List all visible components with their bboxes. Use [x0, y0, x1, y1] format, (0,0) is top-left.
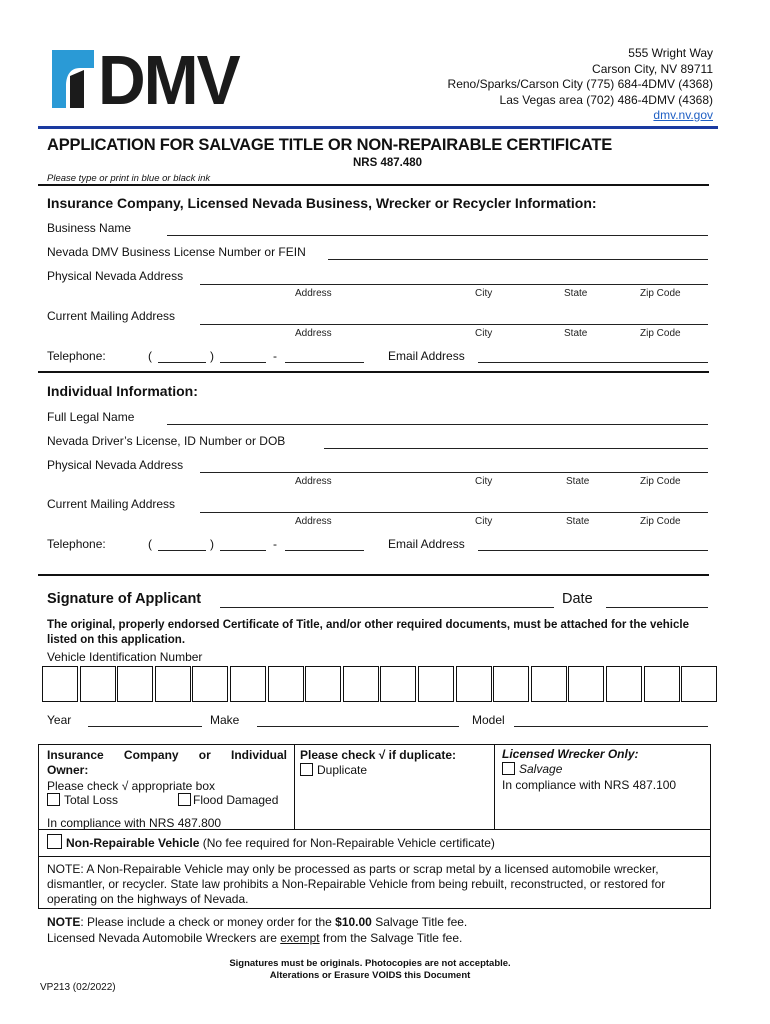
state-sublabel: State [566, 516, 590, 527]
flood-damaged-checkbox[interactable] [178, 793, 191, 806]
dmv-logo [50, 41, 239, 119]
city-sublabel: City [475, 476, 493, 487]
business-telephone-label: Telephone: [47, 349, 106, 363]
options-divider-2 [494, 744, 495, 829]
wrecker-box-title: Licensed Wrecker Only: [502, 747, 639, 761]
signature-originals-notice: Signatures must be originals. Photocopies are not acceptable. [229, 958, 511, 969]
individual-area-code-field[interactable] [158, 550, 206, 551]
address-sublabel: Address [295, 476, 332, 487]
vin-cell[interactable] [192, 666, 228, 702]
vin-cell[interactable] [681, 666, 717, 702]
salvage-checkbox[interactable] [502, 762, 515, 775]
vin-cell[interactable] [380, 666, 416, 702]
signature-label: Signature of Applicant [47, 591, 202, 607]
salvage-label: Salvage [519, 762, 563, 776]
header-rule [38, 126, 718, 129]
address-line-2: Carson City, NV 89711 [592, 61, 713, 76]
state-sublabel: State [564, 328, 588, 339]
business-email-field[interactable] [478, 362, 708, 363]
vin-label: Vehicle Identification Number [47, 650, 203, 664]
business-area-code-field[interactable] [158, 362, 206, 363]
individual-physical-address-field[interactable] [200, 472, 708, 473]
state-sublabel: State [564, 288, 588, 299]
owner-compliance: In compliance with NRS 487.800 [47, 816, 222, 830]
vin-cell[interactable] [268, 666, 304, 702]
license-number-label: Nevada DMV Business License Number or FEIN [47, 245, 306, 259]
zip-sublabel: Zip Code [640, 288, 681, 299]
dl-number-field[interactable] [324, 448, 708, 449]
make-field[interactable] [257, 726, 459, 727]
city-sublabel: City [475, 516, 493, 527]
signature-field[interactable] [220, 607, 554, 608]
phone-open-paren: ( [148, 537, 152, 551]
business-phone-prefix-field[interactable] [220, 362, 266, 363]
vin-cell[interactable] [418, 666, 454, 702]
individual-email-field[interactable] [478, 550, 708, 551]
duplicate-option[interactable] [300, 763, 367, 777]
dmv-contact-block [448, 46, 713, 124]
model-field[interactable] [514, 726, 708, 727]
salvage-option[interactable] [502, 762, 562, 776]
address-sublabel: Address [295, 328, 332, 339]
vin-cell[interactable] [80, 666, 116, 702]
individual-phone-number-field[interactable] [285, 550, 364, 551]
form-number: VP213 (02/2022) [40, 982, 116, 993]
date-field[interactable] [606, 607, 708, 608]
zip-sublabel: Zip Code [640, 516, 681, 527]
business-name-field[interactable] [167, 235, 708, 236]
wrecker-exempt-text-b: from the Salvage Title fee. [319, 931, 463, 945]
section-divider [38, 574, 709, 576]
zip-sublabel: Zip Code [640, 476, 681, 487]
form-title: APPLICATION FOR SALVAGE TITLE OR NON-REPAIRABLE CERTIFICATE [47, 136, 613, 154]
vin-cell[interactable] [568, 666, 604, 702]
business-physical-address-label: Physical Nevada Address [47, 269, 184, 283]
non-repairable-option[interactable] [47, 834, 495, 850]
year-field[interactable] [88, 726, 202, 727]
website-link[interactable]: dmv.nv.gov [653, 108, 713, 122]
full-name-label: Full Legal Name [47, 410, 135, 424]
vin-cell[interactable] [343, 666, 379, 702]
exempt-word: exempt [280, 931, 320, 945]
total-loss-label: Total Loss [64, 793, 119, 807]
wrecker-exempt-text-a: Licensed Nevada Automobile Wreckers are [47, 931, 281, 945]
non-repairable-warning: NOTE: A Non-Repairable Vehicle may only be processed as parts or scrap metal by a licensed automobile wrecker, dismantler, or recycler. State law prohibits a Non-Repairable Vehicle from being rebuilt, reconstructed, or restored for operating on the highways of Nevada. [47, 862, 666, 906]
license-number-field[interactable] [328, 259, 708, 260]
individual-telephone-label: Telephone: [47, 537, 106, 551]
attachment-note: The original, properly endorsed Certificate of Title, and/or other required documents, must be attached for the vehicle listed on this application. [47, 619, 689, 646]
phone-reno: Reno/Sparks/Carson City (775) 684-4DMV (4368) [447, 77, 713, 91]
logo-text: DMV [98, 41, 239, 119]
flood-damaged-option[interactable] [178, 793, 278, 807]
address-sublabel: Address [295, 516, 332, 527]
vin-cell[interactable] [493, 666, 529, 702]
owner-box-title-line2: Owner: [47, 763, 89, 777]
phone-dash: - [273, 349, 277, 363]
fee-note-text-b: Salvage Title fee. [371, 915, 468, 929]
flood-damaged-label: Flood Damaged [193, 793, 279, 807]
ink-instruction: Please type or print in blue or black ink [47, 173, 211, 184]
year-label: Year [47, 713, 72, 727]
address-sublabel: Address [295, 288, 332, 299]
individual-mailing-address-field[interactable] [200, 512, 708, 513]
section-divider [38, 371, 709, 373]
owner-check-instruction: Please check √ appropriate box [47, 779, 216, 793]
phone-open-paren: ( [148, 349, 152, 363]
individual-email-label: Email Address [388, 537, 465, 551]
duplicate-box-title: Please check √ if duplicate: [300, 748, 456, 762]
vin-cell[interactable] [644, 666, 680, 702]
make-label: Make [210, 713, 240, 727]
non-repairable-checkbox[interactable] [47, 834, 62, 849]
non-repairable-label: Non-Repairable Vehicle [66, 836, 200, 850]
business-email-label: Email Address [388, 349, 465, 363]
title-rule [38, 184, 709, 186]
fee-note-label: NOTE [47, 915, 81, 929]
city-sublabel: City [475, 328, 493, 339]
state-sublabel: State [566, 476, 590, 487]
address-line-1: 555 Wright Way [628, 46, 713, 60]
vin-cell[interactable] [456, 666, 492, 702]
phone-las-vegas: Las Vegas area (702) 486-4DMV (4368) [499, 92, 713, 107]
full-name-field[interactable] [167, 424, 708, 425]
vin-cell[interactable] [42, 666, 78, 702]
business-mailing-address-field[interactable] [200, 324, 708, 325]
fee-note-line-2 [47, 931, 462, 945]
duplicate-checkbox[interactable] [300, 763, 313, 776]
vin-cell[interactable] [155, 666, 191, 702]
city-sublabel: City [475, 288, 493, 299]
total-loss-checkbox[interactable] [47, 793, 60, 806]
total-loss-option[interactable] [47, 793, 118, 807]
options-divider-1 [294, 744, 295, 829]
non-repairable-fee-note: (No fee required for Non-Repairable Vehicle certificate) [202, 836, 495, 850]
fee-note-line-1 [47, 915, 467, 929]
business-physical-address-field[interactable] [200, 284, 708, 285]
business-phone-number-field[interactable] [285, 362, 364, 363]
fee-amount: $10.00 [335, 915, 372, 929]
individual-physical-address-label: Physical Nevada Address [47, 458, 184, 472]
business-mailing-address-label: Current Mailing Address [47, 309, 176, 323]
alterations-notice: Alterations or Erasure VOIDS this Document [269, 970, 471, 981]
options-divider-row-2 [38, 856, 710, 857]
zip-sublabel: Zip Code [640, 328, 681, 339]
fee-note-text-a: : Please include a check or money order for the [80, 915, 336, 929]
dl-number-label: Nevada Driver’s License, ID Number or DOB [47, 434, 286, 448]
statute-reference: NRS 487.480 [353, 157, 423, 169]
business-name-label: Business Name [47, 221, 132, 235]
individual-section-heading: Individual Information: [47, 383, 198, 399]
phone-close-paren: ) [210, 349, 214, 363]
vin-cell[interactable] [305, 666, 341, 702]
individual-phone-prefix-field[interactable] [220, 550, 266, 551]
duplicate-label: Duplicate [317, 763, 368, 777]
vin-cell[interactable] [606, 666, 642, 702]
individual-mailing-address-label: Current Mailing Address [47, 497, 176, 511]
phone-dash: - [273, 537, 277, 551]
owner-box-title-line1: Insurance Company or Individual [47, 748, 287, 762]
vin-cell[interactable] [531, 666, 567, 702]
vin-cell[interactable] [117, 666, 153, 702]
vin-cell[interactable] [230, 666, 266, 702]
phone-close-paren: ) [210, 537, 214, 551]
date-label: Date [562, 591, 593, 607]
model-label: Model [472, 713, 505, 727]
wrecker-compliance: In compliance with NRS 487.100 [502, 778, 677, 792]
business-section-heading: Insurance Company, Licensed Nevada Business, Wrecker or Recycler Information: [47, 195, 597, 211]
